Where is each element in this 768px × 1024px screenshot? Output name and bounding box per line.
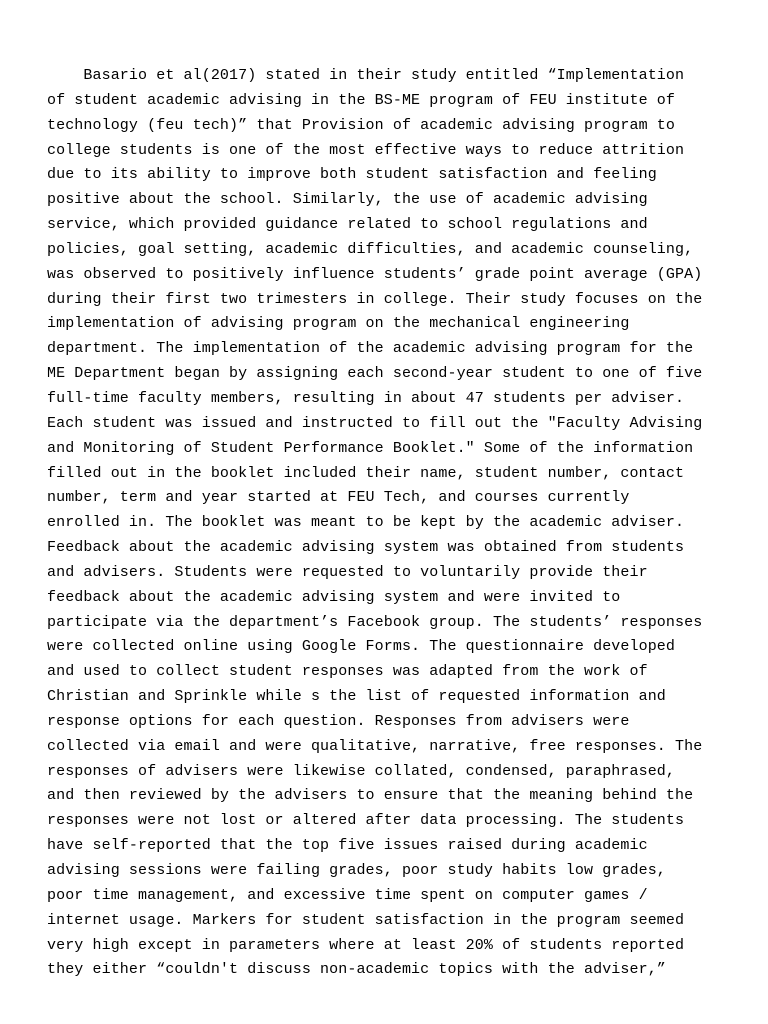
text-line: implementation of advising program on the mechanical engineering bbox=[47, 315, 630, 333]
text-line: filled out in the booklet included their name, student number, contact bbox=[47, 464, 685, 482]
text-line: and then reviewed by the advisers to ensure that the meaning behind the bbox=[47, 787, 694, 805]
text-line: and Monitoring of Student Performance Booklet." Some of the information bbox=[47, 439, 694, 457]
text-line: technology (feu tech)” that Provision of academic advising program to bbox=[47, 116, 676, 134]
text-line: number, term and year started at FEU Tech, and courses currently bbox=[47, 489, 630, 507]
text-line: ME Department began by assigning each second-year student to one of five bbox=[47, 365, 703, 383]
text-line: feedback about the academic advising system and were invited to bbox=[47, 588, 621, 606]
text-line: policies, goal setting, academic difficulties, and academic counseling, bbox=[47, 240, 694, 258]
text-line: department. The implementation of the academic advising program for the bbox=[47, 340, 694, 358]
body-paragraph bbox=[47, 64, 737, 983]
text-line: participate via the department’s Facebook group. The students’ responses bbox=[47, 613, 703, 631]
text-line: during their first two trimesters in college. Their study focuses on the bbox=[47, 290, 703, 308]
text-line: responses of advisers were likewise collated, condensed, paraphrased, bbox=[47, 762, 676, 780]
text-line: they either “couldn't discuss non-academic topics with the adviser,” bbox=[47, 961, 666, 979]
text-line: due to its ability to improve both student satisfaction and feeling bbox=[47, 166, 657, 184]
text-line: positive about the school. Similarly, the use of academic advising bbox=[47, 191, 648, 209]
text-line: were collected online using Google Forms. The questionnaire developed bbox=[47, 638, 676, 656]
text-line: of student academic advising in the BS-ME program of FEU institute of bbox=[47, 91, 676, 109]
text-line: and used to collect student responses was adapted from the work of bbox=[47, 663, 648, 681]
text-line: very high except in parameters where at least 20% of students reported bbox=[47, 936, 685, 954]
text-line: Basario et al(2017) stated in their study entitled “Implementation bbox=[47, 67, 685, 84]
text-line: collected via email and were qualitative, narrative, free responses. The bbox=[47, 737, 703, 755]
text-line: service, which provided guidance related to school regulations and bbox=[47, 216, 648, 234]
text-line: poor time management, and excessive time spent on computer games / bbox=[47, 886, 648, 904]
text-line: advising sessions were failing grades, poor study habits low grades, bbox=[47, 862, 666, 879]
text-line: enrolled in. The booklet was meant to be kept by the academic adviser. bbox=[47, 514, 685, 532]
text-line: Christian and Sprinkle while s the list of requested information and bbox=[47, 688, 666, 706]
text-line: responses were not lost or altered after data processing. The students bbox=[47, 812, 685, 830]
text-line: response options for each question. Responses from advisers were bbox=[47, 712, 630, 730]
text-line: full-time faculty members, resulting in about 47 students per adviser. bbox=[47, 389, 685, 407]
text-line: and advisers. Students were requested to voluntarily provide their bbox=[47, 563, 648, 581]
text-line: Feedback about the academic advising system was obtained from students bbox=[47, 539, 685, 557]
text-line: was observed to positively influence students’ grade point average (GPA) bbox=[47, 265, 703, 283]
text-line: have self-reported that the top five issues raised during academic bbox=[47, 837, 648, 855]
text-line: Each student was issued and instructed to fill out the "Faculty Advising bbox=[47, 414, 703, 432]
text-line: college students is one of the most effective ways to reduce attrition bbox=[47, 141, 685, 159]
text-line: internet usage. Markers for student satisfaction in the program seemed bbox=[47, 911, 685, 929]
